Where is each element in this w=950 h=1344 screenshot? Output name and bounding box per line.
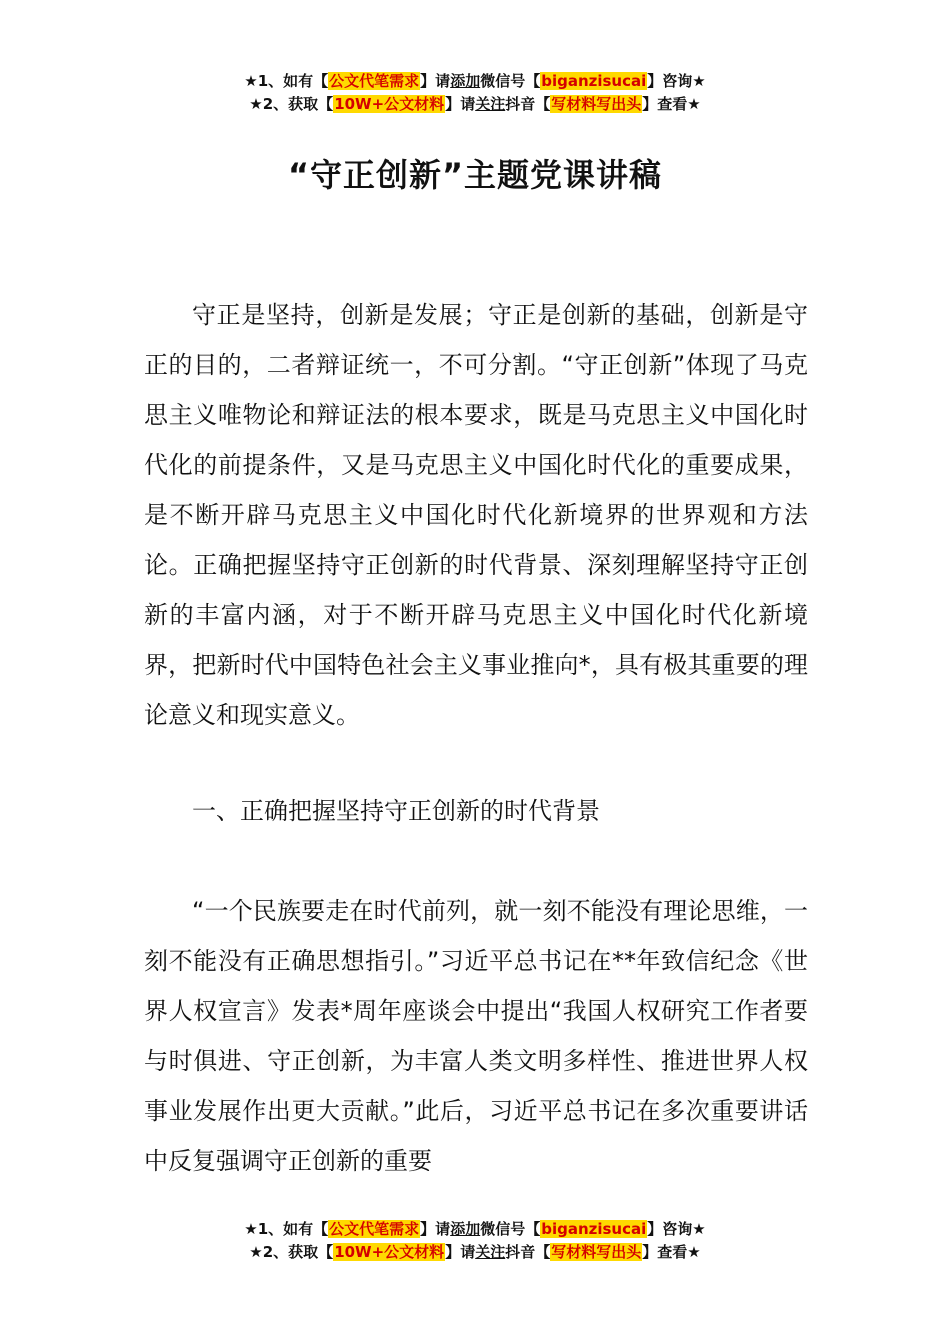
banner-highlight: 写材料写出头	[551, 95, 642, 113]
banner-underlined-text: 添加	[450, 72, 481, 90]
banner-line-1	[0, 70, 950, 93]
banner-text: 抖音【	[505, 1243, 551, 1261]
document-title: “守正创新”主题党课讲稿	[287, 156, 663, 194]
footer-banner	[0, 1218, 950, 1264]
banner-text: ★2、获取【	[249, 95, 334, 113]
section-heading: 一、正确把握坚持守正创新的时代背景	[192, 797, 600, 825]
body-section-heading	[144, 786, 808, 836]
banner-highlight: 公文代笔需求	[329, 72, 420, 90]
banner-line-2	[0, 1241, 950, 1264]
banner-text: 微信号【	[480, 72, 541, 90]
banner-underlined-text: 添加	[450, 1220, 481, 1238]
banner-text: ★2、获取【	[249, 1243, 334, 1261]
banner-line-1	[0, 1218, 950, 1241]
banner-text: 】请	[445, 1243, 476, 1261]
banner-text: 】查看★	[642, 95, 701, 113]
banner-text: 微信号【	[480, 1220, 541, 1238]
banner-underlined-text: 关注	[475, 95, 506, 113]
banner-line-2	[0, 93, 950, 116]
body-section-intro	[144, 290, 808, 740]
banner-text: ★1、如有【	[244, 1220, 329, 1238]
header-banner	[0, 70, 950, 116]
paragraph-intro: 守正是坚持，创新是发展；守正是创新的基础，创新是守正的目的，二者辩证统一，不可分割。“守正创新”体现了马克思主义唯物论和辩证法的根本要求，既是马克思主义中国化时代化的前提条件，又是马克思主义中国化时代化的重要成果，是不断开辟马克思主义中国化时代化新境界的世界观和方法论。正确把握坚持守正创新的时代背景、深刻理解坚持守正创新的丰富内涵，对于不断开辟马克思主义中国化时代化新境界，把新时代中国特色社会主义事业推向*，具有极其重要的理论意义和现实意义。	[144, 301, 808, 729]
banner-highlight: 公文代笔需求	[329, 1220, 420, 1238]
banner-highlight: 10W+公文材料	[334, 1243, 445, 1261]
banner-highlight: biganzisucai	[541, 1220, 647, 1238]
banner-text: 】咨询★	[647, 72, 706, 90]
banner-highlight: 10W+公文材料	[334, 95, 445, 113]
banner-text: 抖音【	[505, 95, 551, 113]
banner-highlight: biganzisucai	[541, 72, 647, 90]
body-section-background	[144, 886, 808, 1186]
banner-text: 】请	[445, 95, 476, 113]
banner-highlight: 写材料写出头	[551, 1243, 642, 1261]
paragraph-background: “一个民族要走在时代前列，就一刻不能没有理论思维，一刻不能没有正确思想指引。”习近平总书记在**年致信纪念《世界人权宣言》发表*周年座谈会中提出“我国人权研究工作者要与时俱进、守正创新，为丰富人类文明多样性、推进世界人权事业发展作出更大贡献。”此后，习近平总书记在多次重要讲话中反复强调守正创新的重要	[144, 897, 808, 1175]
banner-text: 】请	[420, 72, 451, 90]
banner-text: 】请	[420, 1220, 451, 1238]
banner-text: 】咨询★	[647, 1220, 706, 1238]
banner-text: ★1、如有【	[244, 72, 329, 90]
banner-text: 】查看★	[642, 1243, 701, 1261]
banner-underlined-text: 关注	[475, 1243, 506, 1261]
